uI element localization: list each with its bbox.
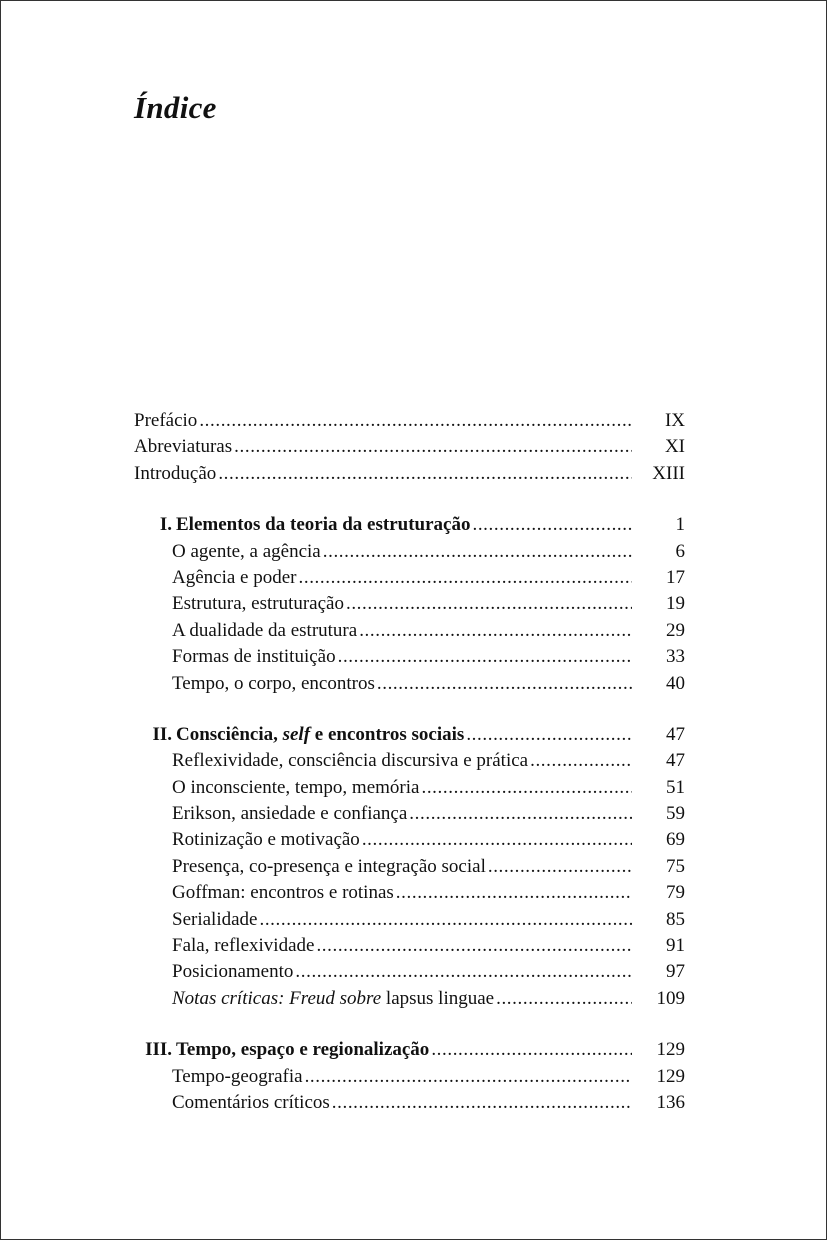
dot-leader — [338, 644, 632, 670]
toc-entry-label: Posicionamento — [172, 961, 294, 983]
toc-entry-page: 79 — [666, 882, 685, 904]
toc-entry-page: 40 — [666, 672, 685, 694]
dot-leader — [362, 827, 632, 853]
toc-entry-label: Fala, reflexividade — [172, 935, 315, 957]
toc-entry-label: A dualidade da estrutura — [172, 619, 358, 641]
chapter-number: I. — [159, 514, 172, 536]
toc-chapter-1[interactable] — [134, 512, 685, 538]
dot-leader — [409, 801, 632, 827]
toc-entry-page: 69 — [666, 829, 685, 851]
dot-leader — [377, 671, 632, 697]
toc-entry-page: 129 — [656, 1065, 685, 1087]
toc-entry-label: Tempo, o corpo, encontros — [172, 672, 375, 694]
toc-entry-page: 85 — [666, 908, 685, 930]
table-of-contents — [134, 408, 685, 1116]
chapter-title-italic: self — [282, 723, 311, 745]
toc-section[interactable] — [134, 801, 685, 827]
toc-entry-page: 17 — [666, 566, 685, 588]
toc-section[interactable] — [134, 933, 685, 959]
chapter-title: Tempo, espaço e regionalização — [176, 1039, 430, 1061]
toc-entry-label: Agência e poder — [172, 566, 297, 588]
toc-entry-page: 29 — [666, 619, 685, 641]
toc-entry-label: Formas de instituição — [172, 646, 336, 668]
toc-entry-label — [172, 986, 494, 1012]
toc-entry-label: Rotinização e motivação — [172, 829, 360, 851]
toc-entry-abreviaturas[interactable] — [134, 434, 685, 460]
toc-section[interactable] — [134, 748, 685, 774]
toc-section[interactable] — [134, 880, 685, 906]
chapter-title-part1: Consciência, — [176, 723, 278, 745]
page-title: Índice — [134, 90, 217, 125]
toc-entry-page: 136 — [656, 1091, 685, 1113]
toc-entry-label: Estrutura, estruturação — [172, 593, 344, 615]
toc-chapter-2[interactable] — [134, 722, 685, 748]
toc-entry-label: Tempo-geografia — [172, 1065, 303, 1087]
toc-section[interactable] — [134, 539, 685, 565]
toc-entry-label: Goffman: encontros e rotinas — [172, 882, 394, 904]
dot-leader — [466, 722, 632, 748]
toc-section[interactable] — [134, 854, 685, 880]
dot-leader — [323, 539, 632, 565]
toc-entry-page: 6 — [675, 540, 685, 562]
toc-entry-page: 47 — [666, 723, 685, 745]
toc-entry-label: Presença, co-presença e integração social — [172, 855, 486, 877]
dot-leader — [396, 880, 632, 906]
toc-section[interactable] — [134, 618, 685, 644]
toc-entry-page: 129 — [656, 1039, 685, 1061]
dot-leader — [496, 986, 632, 1012]
toc-section[interactable] — [134, 986, 685, 1012]
toc-section[interactable] — [134, 591, 685, 617]
toc-section[interactable] — [134, 1064, 685, 1090]
toc-entry-page: IX — [664, 410, 685, 431]
toc-section[interactable] — [134, 565, 685, 591]
toc-entry-page: 109 — [656, 987, 685, 1009]
dot-leader — [431, 1037, 632, 1063]
dot-leader — [488, 854, 632, 880]
chapter-number: III. — [145, 1039, 172, 1061]
toc-entry-introducao[interactable] — [134, 461, 685, 487]
dot-leader — [299, 565, 633, 591]
dot-leader — [359, 618, 632, 644]
chapter-title: Elementos da teoria da estruturação — [176, 514, 471, 536]
toc-entry-label: Abreviaturas — [134, 436, 233, 458]
toc-entry-label-rest: lapsus linguae — [385, 987, 495, 1009]
toc-entry-page: 59 — [666, 803, 685, 825]
dot-leader — [332, 1090, 632, 1116]
toc-entry-label: Introdução — [134, 462, 217, 484]
toc-section[interactable] — [134, 907, 685, 933]
dot-leader — [259, 907, 632, 933]
toc-entry-label: O agente, a agência — [172, 540, 321, 562]
dot-leader — [305, 1064, 632, 1090]
dot-leader — [218, 461, 632, 487]
toc-chapter-3[interactable] — [134, 1037, 685, 1063]
toc-entry-label: Prefácio — [134, 410, 198, 431]
dot-leader — [530, 748, 632, 774]
dot-leader — [346, 591, 632, 617]
toc-entry-label: Serialidade — [172, 908, 258, 930]
toc-section[interactable] — [134, 775, 685, 801]
toc-entry-page: 91 — [666, 935, 685, 957]
toc-entry-page: 19 — [666, 593, 685, 615]
toc-entry-page: 47 — [666, 750, 685, 772]
toc-section[interactable] — [134, 644, 685, 670]
toc-entry-label: O inconsciente, tempo, memória — [172, 776, 420, 798]
toc-entry-page: 97 — [666, 961, 685, 983]
toc-section[interactable] — [134, 827, 685, 853]
dot-leader — [316, 933, 632, 959]
dot-leader — [199, 408, 632, 434]
toc-entry-page: XIII — [652, 462, 685, 484]
toc-entry-prefacio[interactable] — [134, 408, 685, 434]
dot-leader — [421, 775, 632, 801]
toc-entry-page: 1 — [675, 514, 685, 536]
dot-leader — [472, 512, 632, 538]
toc-entry-page: XI — [664, 436, 685, 458]
toc-entry-page: 33 — [666, 646, 685, 668]
dot-leader — [295, 959, 632, 985]
chapter-title-part2: e encontros sociais — [314, 723, 465, 745]
chapter-number: II. — [152, 723, 172, 745]
toc-entry-label: Reflexividade, consciência discursiva e prática — [172, 750, 529, 772]
toc-section[interactable] — [134, 959, 685, 985]
toc-entry-page: 75 — [666, 855, 685, 877]
toc-entry-label: Comentários críticos — [172, 1091, 330, 1113]
toc-section[interactable] — [134, 1090, 685, 1116]
toc-entry-label: Erikson, ansiedade e confiança — [172, 803, 408, 825]
dot-leader — [234, 434, 632, 460]
toc-entry-page: 51 — [666, 776, 685, 798]
toc-section[interactable] — [134, 671, 685, 697]
toc-entry-label-italic: Notas críticas: Freud sobre — [172, 987, 382, 1009]
chapter-title — [176, 722, 464, 748]
